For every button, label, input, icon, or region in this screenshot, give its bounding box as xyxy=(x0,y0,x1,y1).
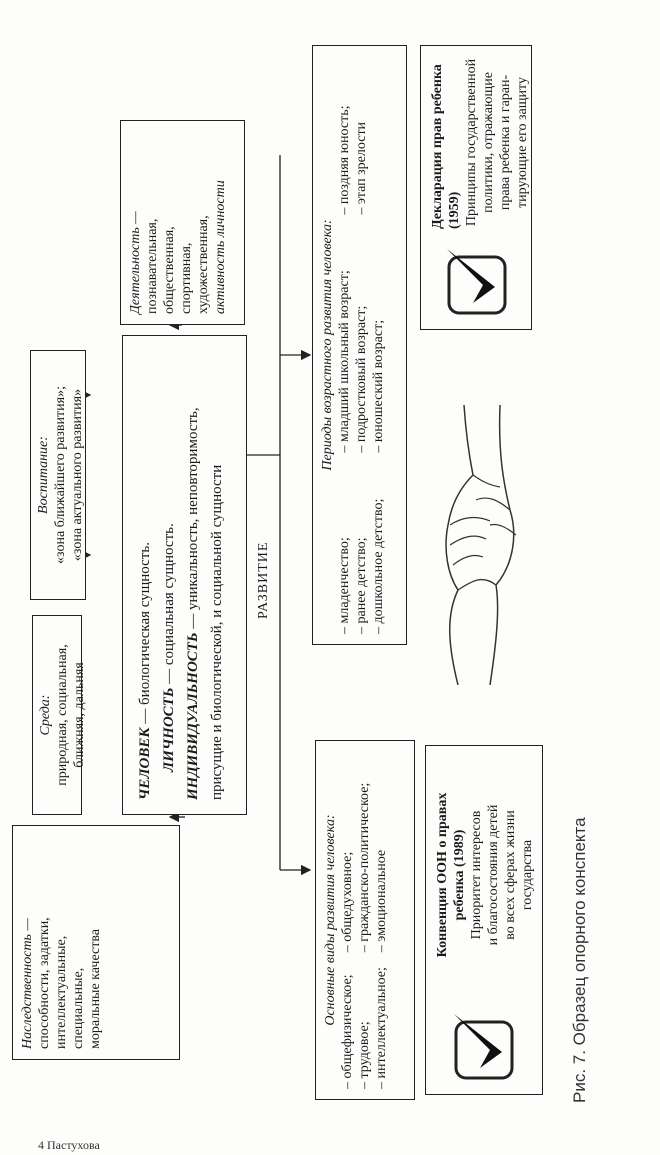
kinds-col2 xyxy=(339,751,390,952)
figure-caption: Рис. 7. Образец опорного конспекта xyxy=(570,817,589,1103)
heredity-title: Наследственность — xyxy=(20,918,35,1049)
periods-item: – этап зрелости xyxy=(354,121,369,215)
convention-title-2: ребенка (1989) xyxy=(452,829,467,921)
development-kinds-box xyxy=(315,740,415,1100)
periods-col3 xyxy=(336,56,387,215)
declaration-box xyxy=(420,45,532,330)
periods-item: – ранее детство; xyxy=(354,537,369,634)
convention-line: государства xyxy=(520,839,535,911)
upbringing-line: «зона актуального развития» xyxy=(70,388,85,562)
environment-title: Среда: xyxy=(38,694,53,736)
upbringing-title: Воспитание: xyxy=(36,436,51,514)
heredity-line: способности, задатки, xyxy=(37,917,52,1049)
activity-line: общественная, xyxy=(162,226,177,314)
periods-col2 xyxy=(336,215,387,453)
personality-line xyxy=(157,350,181,800)
page-number: 4 xyxy=(38,1138,44,1152)
convention-line: Приоритет интересов xyxy=(469,810,484,940)
kinds-item: – интеллектуальное; xyxy=(374,967,389,1089)
upbringing-box xyxy=(30,350,86,600)
environment-line: природная, социальная, xyxy=(55,644,70,786)
declaration-title: Декларация прав ребенка (1959) xyxy=(430,64,462,229)
kinds-item: – гражданско-политическое; xyxy=(357,782,372,953)
kinds-item: – общедуховное; xyxy=(340,851,355,953)
periods-item: – подростковый возраст; xyxy=(354,305,369,453)
human-line xyxy=(133,350,157,800)
heredity-line: моральные качества xyxy=(88,929,103,1049)
personality-definition: — социальная сущность. xyxy=(161,523,177,688)
convention-title: Конвенция ООН о правах xyxy=(435,792,450,958)
handshake-illustration xyxy=(418,405,528,685)
periods-item: – младший школьный возраст; xyxy=(337,270,352,453)
individuality-definition: — уникальность, неповторимость, xyxy=(185,407,201,633)
kinds-col1 xyxy=(339,952,390,1089)
convention-line: во всех сферах жизни xyxy=(503,810,518,940)
activity-box xyxy=(120,120,245,325)
checkmark-icon xyxy=(450,1010,520,1080)
activity-line: познавательная, xyxy=(145,218,160,314)
checkmark-icon xyxy=(443,245,513,315)
human-term: ЧЕЛОВЕК xyxy=(137,727,153,800)
activity-title: Деятельность — xyxy=(128,211,143,314)
activity-last: активность личности xyxy=(213,180,228,314)
age-periods-box xyxy=(312,45,407,645)
heredity-box xyxy=(12,825,180,1060)
declaration-line: политики, отражающие xyxy=(481,72,496,213)
declaration-line: права ребенка и гаран- xyxy=(498,74,513,211)
periods-item: – юношеский возраст; xyxy=(371,319,386,453)
kinds-columns xyxy=(339,751,390,1089)
footer-author: Пастухова xyxy=(47,1138,100,1152)
kinds-title: Основные виды развития человека: xyxy=(323,814,338,1026)
heredity-line: интеллектуальные, xyxy=(54,935,69,1049)
periods-item: – младенчество; xyxy=(337,537,352,634)
periods-item: – дошкольное детство; xyxy=(371,498,386,634)
upbringing-line: «зона ближайшего развития»; xyxy=(53,386,68,564)
environment-box xyxy=(32,615,87,815)
page-footer xyxy=(38,1138,100,1153)
un-convention-box xyxy=(425,745,543,1095)
individuality-line-2: присущие и биологической, и социальной сущности xyxy=(209,464,225,800)
environment-line: ближняя, дальняя xyxy=(72,662,87,768)
convention-line: и благосостояния детей xyxy=(486,804,501,946)
periods-item: – поздняя юность; xyxy=(337,105,352,215)
periods-title: Периоды возрастного развития человека: xyxy=(320,219,335,471)
central-concepts-box xyxy=(122,335,247,815)
declaration-line: Принципы государственной xyxy=(464,58,479,227)
declaration-line: тирующие его защиту xyxy=(515,77,530,208)
development-label: РАЗВИТИЕ xyxy=(256,538,272,623)
activity-line: спортивная, xyxy=(179,242,194,314)
heredity-line: специальные, xyxy=(71,967,86,1049)
individuality-line xyxy=(181,350,205,800)
kinds-item: – общефизическое; xyxy=(340,974,355,1089)
kinds-item: – трудовое; xyxy=(357,1021,372,1089)
periods-col1 xyxy=(336,453,387,634)
activity-line: художественная, xyxy=(196,215,211,314)
individuality-term: ИНДИВИДУАЛЬНОСТЬ xyxy=(185,632,201,800)
human-definition: — биологическая сущность. xyxy=(137,542,153,728)
periods-columns xyxy=(336,56,387,634)
personality-term: ЛИЧНОСТЬ xyxy=(161,687,177,772)
kinds-item: – эмоциональное xyxy=(374,849,389,953)
